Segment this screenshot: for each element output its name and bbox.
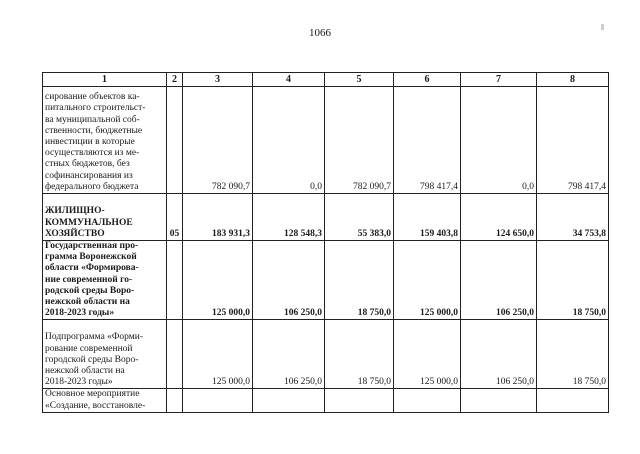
row-name: Подпрограмма «Форми- рование современной городской среды Воро- нежской области на 2018-2023 годы» (43, 320, 167, 389)
row-name: сирование объектов ка- питального строительст- ва муниципальной соб- ственности, бюджетные инвестиции в которые осуществляются из ме- стных бюджетов, без софинансирования из федерального бюджета (43, 87, 167, 194)
table-row (43, 320, 609, 389)
row-code: 05 (167, 194, 183, 241)
header-cell: 7 (461, 73, 537, 87)
row-code (167, 389, 183, 412)
value-cell: 125 000,0 (183, 320, 253, 389)
value-cell: 128 548,3 (253, 194, 325, 241)
row-name: ЖИЛИЩНО- КОММУНАЛЬНОЕ ХОЗЯЙСТВО (43, 194, 167, 241)
value-cell: 125 000,0 (394, 320, 461, 389)
header-cell: 5 (325, 73, 394, 87)
value-cell: 18 750,0 (325, 320, 394, 389)
header-cell: 3 (183, 73, 253, 87)
value-cell: 798 417,4 (537, 87, 609, 194)
row-code (167, 241, 183, 320)
value-cell: 0,0 (253, 87, 325, 194)
value-cell: 798 417,4 (394, 87, 461, 194)
value-cell: 18 750,0 (537, 241, 609, 320)
value-cell: 34 753,8 (537, 194, 609, 241)
value-cell (394, 389, 461, 412)
value-cell: 18 750,0 (537, 320, 609, 389)
table-row (43, 389, 609, 412)
page-number: 1066 (309, 27, 331, 39)
value-cell (325, 389, 394, 412)
header-cell: 6 (394, 73, 461, 87)
value-cell: 782 090,7 (183, 87, 253, 194)
value-cell (537, 389, 609, 412)
row-code (167, 87, 183, 194)
value-cell: 18 750,0 (325, 241, 394, 320)
budget-table (42, 72, 609, 413)
value-cell: 106 250,0 (253, 241, 325, 320)
header-cell: 2 (167, 73, 183, 87)
table-row (43, 87, 609, 194)
value-cell (183, 389, 253, 412)
value-cell: 124 650,0 (461, 194, 537, 241)
header-cell: 4 (253, 73, 325, 87)
scan-artifact (601, 24, 604, 30)
table-row (43, 194, 609, 241)
value-cell (253, 389, 325, 412)
value-cell: 782 090,7 (325, 87, 394, 194)
value-cell (461, 389, 537, 412)
value-cell: 106 250,0 (461, 241, 537, 320)
row-name: Государственная про- грамма Воронежской области «Формирова- ние современной го- родской среды Воро- нежской области на 2018-2023 годы» (43, 241, 167, 320)
value-cell: 125 000,0 (183, 241, 253, 320)
value-cell: 159 403,8 (394, 194, 461, 241)
header-cell: 1 (43, 73, 167, 87)
value-cell: 106 250,0 (461, 320, 537, 389)
row-code (167, 320, 183, 389)
value-cell: 0,0 (461, 87, 537, 194)
value-cell: 55 383,0 (325, 194, 394, 241)
table-row (43, 241, 609, 320)
value-cell: 183 931,3 (183, 194, 253, 241)
table-header-row (43, 73, 609, 87)
header-cell: 8 (537, 73, 609, 87)
row-name: Основное мероприятие «Создание, восстановле- (43, 389, 167, 412)
value-cell: 125 000,0 (394, 241, 461, 320)
value-cell: 106 250,0 (253, 320, 325, 389)
